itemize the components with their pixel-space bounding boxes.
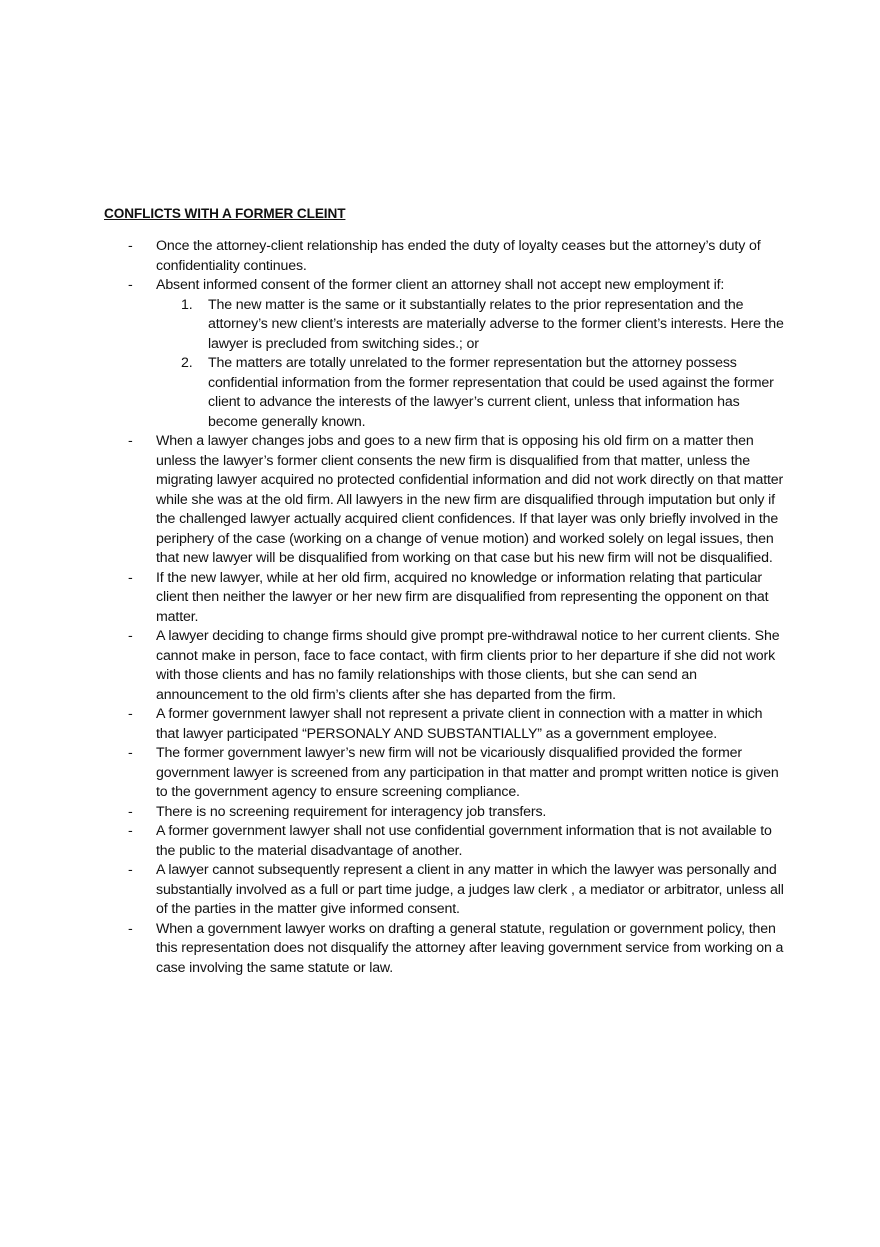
- bullet-item-pre-withdrawal-notice: [104, 627, 784, 705]
- document-body: [104, 237, 784, 978]
- bullet-item-interagency: [104, 803, 784, 823]
- bullet-marker: -: [128, 745, 133, 761]
- bullet-marker: -: [128, 433, 133, 449]
- bullet-item-confidentiality: [104, 237, 784, 276]
- bullet-item-no-knowledge: [104, 569, 784, 628]
- bullet-marker: -: [128, 277, 133, 293]
- numbered-text: The matters are totally unrelated to the former representation but the attorney possess confidential information from the former representation that could be used against the former client to advance the interests of the lawyer’s current client, unless that information has become generally known.: [208, 355, 774, 430]
- bullet-marker: -: [128, 862, 133, 878]
- bullet-item-screening: [104, 744, 784, 803]
- bullet-marker: -: [128, 803, 133, 820]
- bullet-text: There is no screening requirement for interagency job transfers.: [156, 803, 547, 820]
- numbered-list: [156, 296, 784, 433]
- bullet-text: A former government lawyer shall not use confidential government information that is not available to the public to the material disadvantage of another.: [156, 823, 772, 859]
- bullet-text: Absent informed consent of the former client an attorney shall not accept new employment if:: [156, 277, 725, 293]
- bullet-item-changing-jobs: [104, 432, 784, 569]
- bullet-list: [104, 237, 784, 978]
- bullet-text: When a lawyer changes jobs and goes to a new firm that is opposing his old firm on a matter then unless the lawyer’s former client consents the new firm is disqualified from that matter, unless the migrating lawyer acquired no protected confidential information and did not work directly on that matter while she was at the old firm. All lawyers in the new firm are disqualified through imputation but only if the challenged lawyer actually acquired client confidences. If that layer was only briefly involved in the periphery of the case (working on a change of venue motion) and worked solely on legal issues, then that new lawyer will be disqualified from working on that case but his new firm will not be disqualified.: [156, 433, 784, 566]
- bullet-marker: -: [128, 569, 133, 586]
- bullet-text: The former government lawyer’s new firm will not be vicariously disqualified provided the former government lawyer is screened from any participation in that matter and prompt written notice is given to the government agency to ensure screening compliance.: [156, 745, 779, 800]
- bullet-text: A lawyer deciding to change firms should give prompt pre-withdrawal notice to her current clients. She cannot make in person, face to face contact, with firm clients prior to her departure if she did not work with those clients and has no family relationships with those clients, but she can send an announcement to the old firm’s clients after she has departed from the firm.: [156, 628, 780, 703]
- numbered-label: 1.: [181, 296, 193, 313]
- bullet-item-drafting-statute: [104, 920, 784, 979]
- bullet-text: When a government lawyer works on drafting a general statute, regulation or government policy, then this representation does not disqualify the attorney after leaving government service from working on a case involving the same statute or law.: [156, 920, 784, 976]
- bullet-text: A former government lawyer shall not represent a private client in connection with a matter in which that lawyer participated “PERSONALY AND SUBSTANTIALLY” as a government employee.: [156, 706, 763, 742]
- bullet-text: A lawyer cannot subsequently represent a client in any matter in which the lawyer was personally and substantially involved as a full or part time judge, a judges law clerk , a mediator or arbitrator, unless all of the parties in the matter give informed consent.: [156, 862, 784, 917]
- bullet-marker: -: [128, 823, 133, 839]
- bullet-marker: -: [128, 238, 133, 254]
- bullet-item-informed-consent: [104, 276, 784, 432]
- bullet-item-confidential-government-info: [104, 822, 784, 861]
- numbered-text: The new matter is the same or it substantially relates to the prior representation and the attorney’s new client’s interests are materially adverse to the former client’s interests. Here the lawyer is precluded from switching sides.; or: [208, 296, 784, 352]
- bullet-marker: -: [128, 628, 133, 644]
- numbered-item-same-matter: [156, 296, 784, 355]
- bullet-marker: -: [128, 706, 133, 722]
- bullet-text: If the new lawyer, while at her old firm, acquired no knowledge or information relating that particular client then neither the lawyer or her new firm are disqualified from representing the opponent on that matter.: [156, 569, 769, 625]
- bullet-marker: -: [128, 920, 133, 937]
- bullet-item-judge-mediator: [104, 861, 784, 920]
- bullet-text: Once the attorney-client relationship has ended the duty of loyalty ceases but the attorney’s duty of confidentiality continues.: [156, 238, 761, 274]
- document-title: CONFLICTS WITH A FORMER CLEINT: [104, 206, 346, 221]
- numbered-label: 2.: [181, 355, 193, 371]
- bullet-item-government-lawyer: [104, 705, 784, 744]
- numbered-item-unrelated-matter: [156, 354, 784, 432]
